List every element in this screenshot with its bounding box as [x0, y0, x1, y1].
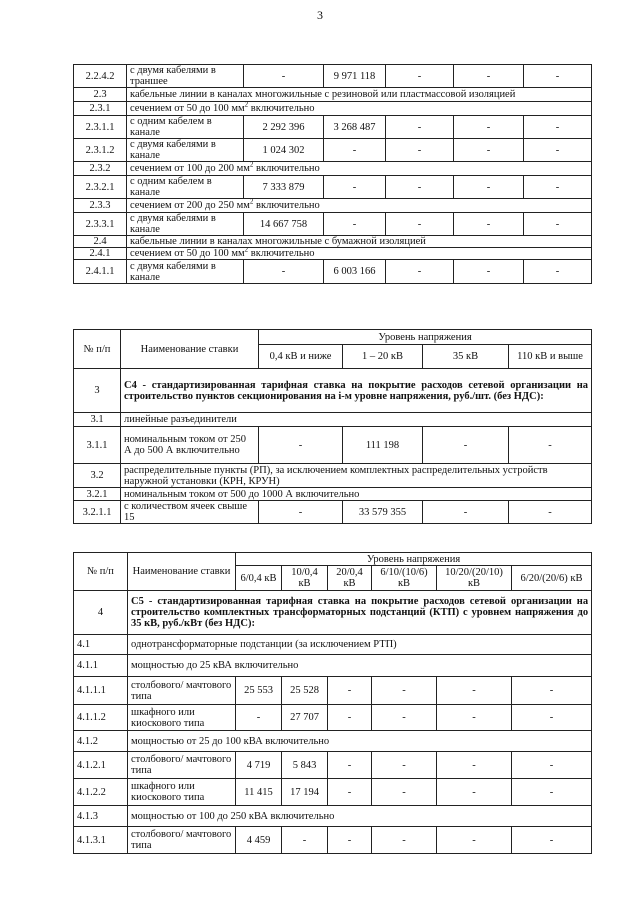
section-label: распределительные пункты (РП), за исключением комплектных распределительных устройств наружной установки (КРН, КРУН) — [121, 464, 592, 488]
row-name: с двумя кабелями в траншее — [127, 65, 244, 88]
rate-title: С5 - стандартизированная тарифная ставка на покрытие расходов сетевой организации на строительство комплектных трансформаторных подстанций (КТП) с уровнем напряжения до 35 кВ, руб./кВт (без НДС): — [128, 591, 592, 635]
table-row — [74, 464, 592, 488]
table-row — [74, 139, 592, 162]
section-label: линейные разъединители — [121, 413, 592, 427]
row-code: 3.1.1 — [74, 427, 121, 464]
value-cell: - — [454, 176, 524, 199]
value-cell: 3 268 487 — [324, 116, 386, 139]
voltage-header: 6/10/(10/6) кВ — [372, 566, 437, 591]
voltage-header: 0,4 кВ и ниже — [259, 345, 343, 369]
header-voltage-level: Уровень напряжения — [259, 330, 592, 345]
table-row — [74, 65, 592, 88]
value-cell: - — [328, 705, 372, 731]
value-cell: - — [386, 65, 454, 88]
table-row — [74, 705, 592, 731]
table-row — [74, 731, 592, 752]
table-row — [74, 236, 592, 248]
row-code: 2.3.1.1 — [74, 116, 127, 139]
table-row — [74, 116, 592, 139]
row-code: 2.3.3 — [74, 199, 127, 213]
value-cell: 1 024 302 — [244, 139, 324, 162]
table-row — [74, 488, 592, 501]
value-cell: - — [512, 827, 592, 854]
row-code: 2.3.1.2 — [74, 139, 127, 162]
section-label: сечением от 50 до 100 $мм^2$ включительно — [127, 248, 592, 260]
value-cell: - — [524, 260, 592, 284]
table-row — [74, 248, 592, 260]
value-cell: 9 971 118 — [324, 65, 386, 88]
value-cell: 111 198 — [343, 427, 423, 464]
value-cell: - — [324, 139, 386, 162]
row-code: 2.3.2 — [74, 162, 127, 176]
value-cell: - — [437, 827, 512, 854]
section-label: номинальным током от 500 до 1000 А включительно — [121, 488, 592, 501]
row-name: с одним кабелем в канале — [127, 176, 244, 199]
value-cell: - — [524, 116, 592, 139]
row-code: 4.1.3.1 — [74, 827, 128, 854]
section-label: кабельные линии в каналах многожильные с резиновой или пластмассовой изоляцией — [127, 88, 592, 102]
header-row — [74, 553, 592, 566]
table-row — [74, 806, 592, 827]
row-code: 4.1.2 — [74, 731, 128, 752]
table-row — [74, 260, 592, 284]
section-label: кабельные линии в каналах многожильные с бумажной изоляцией — [127, 236, 592, 248]
value-cell: - — [437, 779, 512, 806]
row-name: с двумя кабелями в канале — [127, 213, 244, 236]
value-cell: - — [328, 827, 372, 854]
value-cell: - — [372, 827, 437, 854]
table-row — [74, 427, 592, 464]
row-name: с количеством ячеек свыше 15 — [121, 501, 259, 524]
row-name: столбового/ мачтового типа — [128, 827, 236, 854]
value-cell: - — [324, 176, 386, 199]
section-label: мощностью от 100 до 250 кВА включительно — [128, 806, 592, 827]
row-code: 2.4.1.1 — [74, 260, 127, 284]
value-cell: - — [282, 827, 328, 854]
table-row — [74, 501, 592, 524]
section-label: сечением от 50 до 100 $мм^2$ включительно — [127, 102, 592, 116]
row-name: с двумя кабелями в канале — [127, 139, 244, 162]
page-number: 3 — [317, 8, 323, 22]
value-cell: - — [328, 752, 372, 779]
voltage-header: 10/0,4 кВ — [282, 566, 328, 591]
value-cell: - — [372, 677, 437, 705]
value-cell: 14 667 758 — [244, 213, 324, 236]
value-cell: 25 553 — [236, 677, 282, 705]
row-code: 3.2 — [74, 464, 121, 488]
value-cell: - — [423, 501, 509, 524]
value-cell: - — [524, 139, 592, 162]
header-row — [74, 330, 592, 345]
section-label: сечением от 200 до 250 $мм^2$ включительно — [127, 199, 592, 213]
value-cell: - — [328, 779, 372, 806]
value-cell: - — [454, 139, 524, 162]
transformer-substations-table — [73, 552, 592, 854]
value-cell: - — [244, 260, 324, 284]
voltage-header: 6/20/(20/6) кВ — [512, 566, 592, 591]
value-cell: 5 843 — [282, 752, 328, 779]
value-cell: - — [372, 779, 437, 806]
row-code: 2.3.3.1 — [74, 213, 127, 236]
row-code: 2.3 — [74, 88, 127, 102]
value-cell: - — [512, 779, 592, 806]
section-label: однотрансформаторные подстанции (за исключением РТП) — [128, 635, 592, 655]
row-code: 3.2.1 — [74, 488, 121, 501]
header-name: Наименование ставки — [121, 330, 259, 369]
value-cell: - — [524, 176, 592, 199]
value-cell: - — [372, 752, 437, 779]
voltage-header: 110 кВ и выше — [509, 345, 592, 369]
table-row — [74, 88, 592, 102]
voltage-header: 20/0,4 кВ — [328, 566, 372, 591]
value-cell: - — [386, 116, 454, 139]
row-name: с двумя кабелями в канале — [127, 260, 244, 284]
row-code: 2.3.1 — [74, 102, 127, 116]
value-cell: - — [236, 705, 282, 731]
table-row — [74, 413, 592, 427]
row-code: 4.1.2.2 — [74, 779, 128, 806]
value-cell: - — [372, 705, 437, 731]
value-cell: - — [437, 705, 512, 731]
sectioning-points-table — [73, 329, 592, 524]
row-code: 4 — [74, 591, 128, 635]
row-name: шкафного или киоскового типа — [128, 705, 236, 731]
value-cell: - — [324, 213, 386, 236]
row-code: 2.2.4.2 — [74, 65, 127, 88]
row-name: с одним кабелем в канале — [127, 116, 244, 139]
header-num: № п/п — [74, 553, 128, 591]
value-cell: - — [454, 213, 524, 236]
voltage-header: 6/0,4 кВ — [236, 566, 282, 591]
table-row — [74, 677, 592, 705]
value-cell: - — [512, 705, 592, 731]
row-code: 4.1.2.1 — [74, 752, 128, 779]
value-cell: - — [454, 65, 524, 88]
section-label: сечением от 100 до 200 $мм^2$ включительно — [127, 162, 592, 176]
value-cell: - — [509, 427, 592, 464]
voltage-header: 10/20/(20/10) кВ — [437, 566, 512, 591]
value-cell: 11 415 — [236, 779, 282, 806]
value-cell: - — [524, 213, 592, 236]
row-code: 3.2.1.1 — [74, 501, 121, 524]
table-row — [74, 176, 592, 199]
row-code: 2.4 — [74, 236, 127, 248]
value-cell: - — [437, 677, 512, 705]
table-row — [74, 779, 592, 806]
value-cell: - — [437, 752, 512, 779]
header-voltage-level: Уровень напряжения — [236, 553, 592, 566]
value-cell: 2 292 396 — [244, 116, 324, 139]
row-code: 3.1 — [74, 413, 121, 427]
row-code: 3 — [74, 369, 121, 413]
table-row — [74, 213, 592, 236]
row-code: 4.1.1 — [74, 655, 128, 677]
row-code: 4.1.1.1 — [74, 677, 128, 705]
value-cell: - — [386, 260, 454, 284]
section-label: мощностью от 25 до 100 кВА включительно — [128, 731, 592, 752]
table-row — [74, 827, 592, 854]
value-cell: - — [386, 213, 454, 236]
row-name: столбового/ мачтового типа — [128, 752, 236, 779]
row-name: шкафного или киоскового типа — [128, 779, 236, 806]
value-cell: - — [454, 260, 524, 284]
table-row — [74, 199, 592, 213]
value-cell: 4 459 — [236, 827, 282, 854]
value-cell: 33 579 355 — [343, 501, 423, 524]
voltage-header: 1 – 20 кВ — [343, 345, 423, 369]
value-cell: - — [512, 752, 592, 779]
row-name: номинальным током от 250 А до 500 А включительно — [121, 427, 259, 464]
row-code: 2.4.1 — [74, 248, 127, 260]
row-code: 4.1.3 — [74, 806, 128, 827]
table-row — [74, 752, 592, 779]
value-cell: 27 707 — [282, 705, 328, 731]
table-row — [74, 635, 592, 655]
title-row — [74, 591, 592, 635]
title-row — [74, 369, 592, 413]
value-cell: 17 194 — [282, 779, 328, 806]
value-cell: 6 003 166 — [324, 260, 386, 284]
value-cell: - — [328, 677, 372, 705]
value-cell: - — [454, 116, 524, 139]
value-cell: - — [524, 65, 592, 88]
value-cell: - — [259, 501, 343, 524]
value-cell: - — [423, 427, 509, 464]
value-cell: - — [386, 139, 454, 162]
value-cell: 4 719 — [236, 752, 282, 779]
table-row — [74, 162, 592, 176]
header-num: № п/п — [74, 330, 121, 369]
value-cell: 7 333 879 — [244, 176, 324, 199]
table-row — [74, 102, 592, 116]
table-row — [74, 655, 592, 677]
cable-lines-table — [73, 64, 592, 284]
voltage-header: 35 кВ — [423, 345, 509, 369]
value-cell: - — [386, 176, 454, 199]
row-name: столбового/ мачтового типа — [128, 677, 236, 705]
value-cell: - — [259, 427, 343, 464]
rate-title: С4 - стандартизированная тарифная ставка на покрытие расходов сетевой организации на строительство пунктов секционирования на i-м уровне напряжения, руб./шт. (без НДС): — [121, 369, 592, 413]
value-cell: - — [509, 501, 592, 524]
section-label: мощностью до 25 кВА включительно — [128, 655, 592, 677]
header-name: Наименование ставки — [128, 553, 236, 591]
value-cell: - — [512, 677, 592, 705]
value-cell: 25 528 — [282, 677, 328, 705]
value-cell: - — [244, 65, 324, 88]
row-code: 4.1 — [74, 635, 128, 655]
row-code: 4.1.1.2 — [74, 705, 128, 731]
row-code: 2.3.2.1 — [74, 176, 127, 199]
